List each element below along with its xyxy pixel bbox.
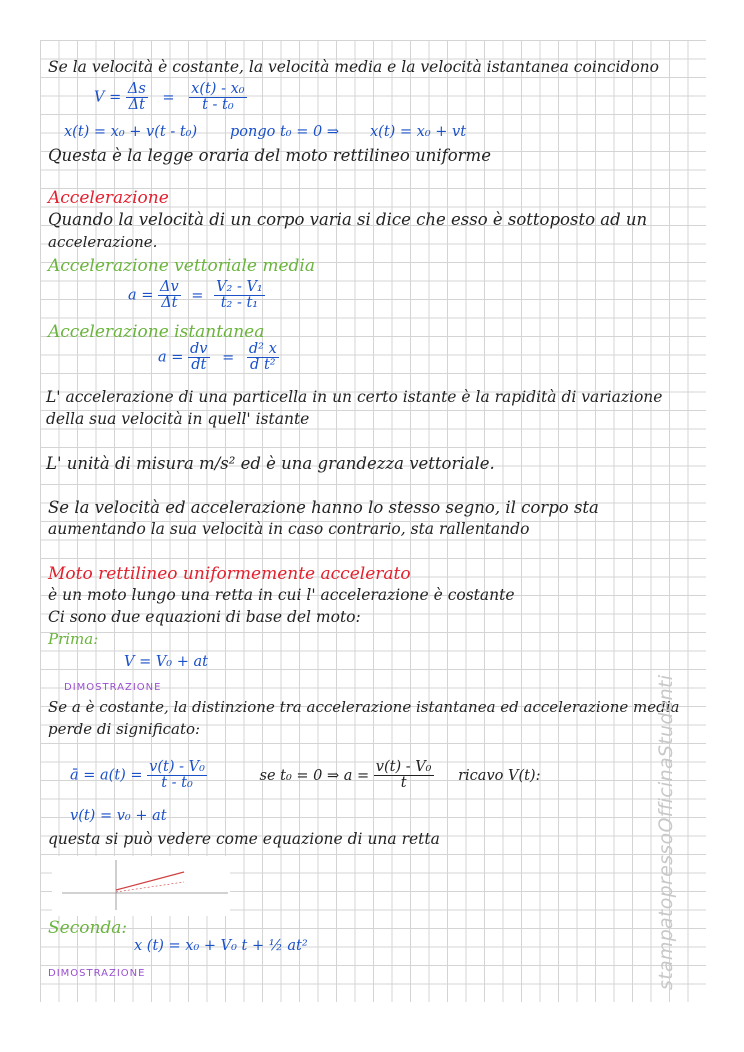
fraction-numerator: Δs [127,81,146,97]
page-margin-right [706,0,744,1052]
eq-lhs: a = [158,349,184,366]
heading-uniformly-accelerated-motion: Moto rettilineo uniformemente accelerato [48,564,411,584]
eq-derive-note: ricavo V(t): [458,767,541,784]
equation-velocity-definition [94,82,247,113]
eq-lhs: V = [94,89,122,106]
equation-first: V = V₀ + at [124,654,208,670]
text-line-constant-a-2: perde di significato: [48,720,201,738]
velocity-time-graph [52,856,230,916]
text-line-constant-a-1: Se a è costante, la distinzione tra accelerazione istantanea ed accelerazione media [48,698,680,716]
fraction-denominator: Δt [128,97,145,114]
fraction-numerator: x(t) - x₀ [191,81,245,97]
equation-derivation [70,760,540,791]
text-line-acceleration-def-1: Quando la velocità di un corpo varia si dice che esso è sottoposto ad un [48,210,648,229]
equation-velocity-time: v(t) = v₀ + at [70,808,167,824]
heading-instantaneous-acceleration: Accelerazione istantanea [48,322,265,342]
heading-acceleration: Accelerazione [48,188,169,208]
fraction-second-derivative [247,342,279,373]
equation-average-acceleration [128,280,265,311]
text-line-instant-rate-2: della sua velocità in quell' istante [46,410,310,428]
watermark: stampatopressoOfficinaStudenti [655,674,677,990]
text-line-acceleration-def-2: accelerazione. [48,233,158,251]
eq-lhs: ā = a(t) = [70,767,143,784]
fraction-velocity-difference [214,280,265,311]
text-line-same-sign-2: aumentando la sua velocità in caso contrario, sta rallentando [48,520,530,538]
fraction-numerator: d² x [248,341,277,357]
fraction-denominator: t [400,775,407,792]
fraction-velocity-change [147,760,207,791]
fraction-numerator: v(t) - V₀ [375,759,432,775]
equation-position-b: pongo t₀ = 0 ⇒ [230,124,339,140]
page-margin-top [0,0,744,40]
text-line-same-sign-1: Se la velocità ed accelerazione hanno lo stesso segno, il corpo sta [48,498,599,517]
text-line-constant-velocity: Se la velocità è costante, la velocità media e la velocità istantanea coincidono [48,58,659,76]
equation-position-a: x(t) = x₀ + v(t - t₀) [64,124,198,140]
fraction-numerator: dv [190,341,208,357]
fraction-ds-dt [126,82,148,113]
fraction-numerator: v(t) - V₀ [149,759,205,775]
graph-svg [52,856,230,916]
label-demonstration-2: DIMOSTRAZIONE [48,968,146,979]
text-line-constant-acceleration: è un moto lungo una retta in cui l' accelerazione è costante [48,586,515,604]
eq-equals: = [222,349,235,366]
equation-instantaneous-acceleration [158,342,279,373]
fraction-velocity-over-t [374,760,434,791]
fraction-position-time [189,82,246,113]
fraction-denominator: d t² [250,357,276,374]
text-line-uniform-motion: Questa è la legge oraria del moto rettilineo uniforme [48,146,491,165]
page-margin-bottom [0,1002,744,1052]
eq-equals: = [162,89,175,106]
page-margin-left [0,0,40,1052]
text-line-instant-rate-1: L' accelerazione di una particella in un certo istante è la rapidità di variazione [46,388,663,406]
fraction-numerator: Δv [160,279,179,295]
fraction-denominator: Δt [161,295,178,312]
fraction-denominator: dt [191,357,207,374]
text-line-unit-of-measure: L' unità di misura m/s² ed è una grandezza vettoriale. [46,454,495,473]
fraction-dv-dt-derivative [188,342,209,373]
equation-position-c: x(t) = x₀ + vt [370,124,467,140]
heading-first-equation: Prima: [48,630,99,648]
text-line-two-equations: Ci sono due equazioni di base del moto: [48,608,361,626]
fraction-denominator: t - t₀ [202,97,234,114]
text-line-straight-line: questa si può vedere come equazione di una retta [48,830,440,848]
heading-second-equation: Seconda: [48,918,128,938]
eq-lhs: a = [128,287,154,304]
fraction-numerator: V₂ - V₁ [216,279,263,295]
fraction-denominator: t - t₀ [161,775,193,792]
graph-line [116,872,184,890]
equation-second: x (t) = x₀ + V₀ t + ½ at² [134,938,308,954]
heading-average-acceleration: Accelerazione vettoriale media [48,256,315,276]
eq-equals: = [191,287,204,304]
eq-condition: se t₀ = 0 ⇒ a = [259,767,370,784]
fraction-dv-dt [158,280,181,311]
label-demonstration-1: DIMOSTRAZIONE [64,682,162,693]
fraction-denominator: t₂ - t₁ [220,295,259,312]
